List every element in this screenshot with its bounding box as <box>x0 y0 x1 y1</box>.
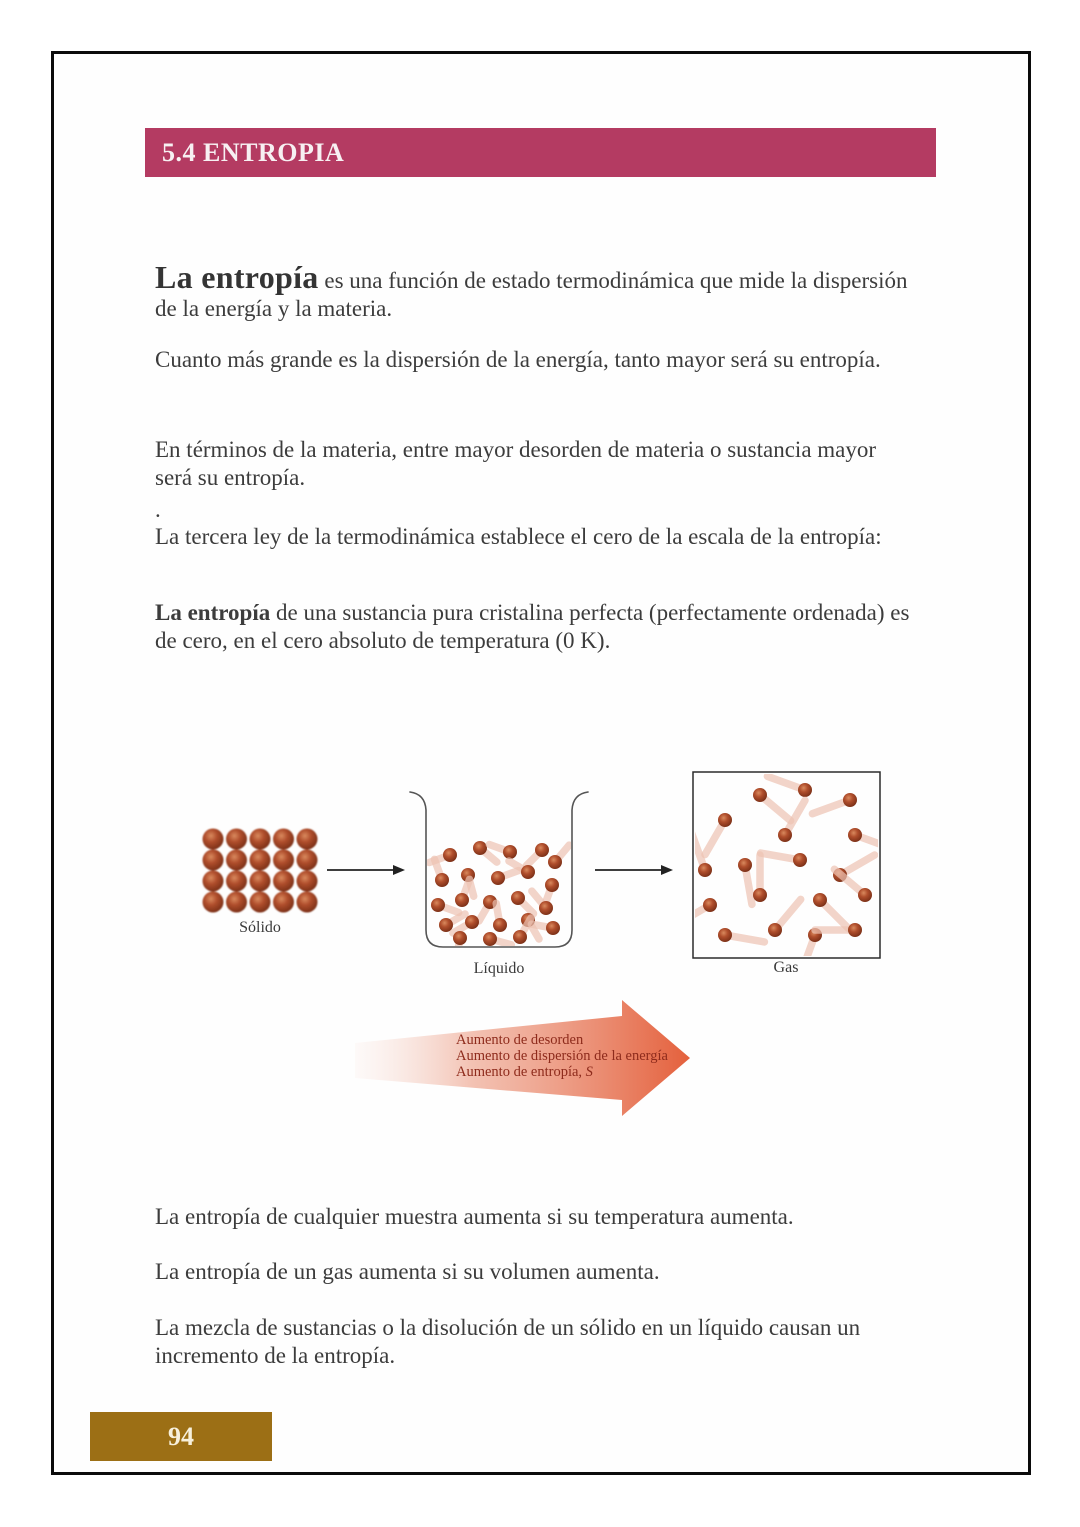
particle-icon <box>297 892 318 913</box>
arrow-caption-line1: Aumento de desorden <box>456 1032 584 1048</box>
section-title: 5.4 ENTROPIA <box>162 138 345 167</box>
particle-icon <box>226 892 247 913</box>
particle-icon <box>511 891 525 905</box>
paragraph-third-law: La tercera ley de la termodinámica establece el cero de la escala de la entropía: <box>155 524 882 549</box>
particle-icon <box>250 892 271 913</box>
liquid-particles <box>429 841 569 960</box>
particle-icon <box>753 888 767 902</box>
particle-icon <box>273 871 294 892</box>
particle-icon <box>793 853 807 867</box>
particle-icon <box>798 783 812 797</box>
particle-icon <box>273 850 294 871</box>
particle-icon <box>848 923 862 937</box>
particle-icon <box>493 918 507 932</box>
particle-icon <box>813 893 827 907</box>
particle-icon <box>546 921 560 935</box>
particle-icon <box>203 850 224 871</box>
particle-icon <box>297 829 318 850</box>
arrow-caption-line3-text: Aumento de entropía, <box>456 1064 586 1080</box>
particle-icon <box>548 855 562 869</box>
particle-icon <box>203 871 224 892</box>
paragraph-zero-entropy <box>155 599 915 654</box>
particle-icon <box>768 923 782 937</box>
particle-icon <box>435 873 449 887</box>
particle-icon <box>273 829 294 850</box>
particle-icon <box>698 863 712 877</box>
paragraph-definition <box>155 259 915 322</box>
particle-icon <box>521 865 535 879</box>
page-number-box <box>90 1412 272 1461</box>
particle-icon <box>453 931 467 945</box>
liquid-label: Líquido <box>473 960 525 977</box>
stray-period: . <box>155 497 161 522</box>
particle-icon <box>465 915 479 929</box>
particle-icon <box>539 901 553 915</box>
section-header <box>145 128 936 177</box>
arrow-caption-line3 <box>456 1064 594 1080</box>
particle-icon <box>738 858 752 872</box>
gas-label: Gas <box>773 959 799 976</box>
entropy-symbol: S <box>585 1064 593 1080</box>
particle-icon <box>503 845 517 859</box>
particle-icon <box>491 871 505 885</box>
particle-icon <box>545 878 559 892</box>
particle-icon <box>703 898 717 912</box>
particle-icon <box>848 828 862 842</box>
paragraph-mixing: La mezcla de sustancias o la disolución de un sólido en un líquido causan un incremento de la entropía. <box>155 1315 861 1368</box>
particle-icon <box>513 930 527 944</box>
page-number: 94 <box>168 1422 194 1451</box>
lead-term: La entropía <box>155 259 319 295</box>
particle-icon <box>226 871 247 892</box>
lead-rest: es una función de estado termodinámica que mide la dispersión de la energía y la materia. <box>155 268 908 321</box>
particle-icon <box>473 841 487 855</box>
paragraph-dispersion: Cuanto más grande es la dispersión de la energía, tanto mayor será su entropía. <box>155 347 881 372</box>
entropy-states-figure <box>150 740 930 1135</box>
particle-icon <box>273 892 294 913</box>
bold-rest: de una sustancia pura cristalina perfecta (perfectamente ordenada) es de cero, en el cero absoluto de temperatura (0 K). <box>155 600 910 653</box>
particle-icon <box>778 828 792 842</box>
particle-icon <box>455 893 469 907</box>
particle-icon <box>443 848 457 862</box>
solid-particle-grid <box>203 829 318 913</box>
particle-icon <box>297 871 318 892</box>
particle-icon <box>297 850 318 871</box>
particle-icon <box>753 788 767 802</box>
solid-label: Sólido <box>239 919 281 936</box>
gas-particles <box>675 776 892 972</box>
particle-icon <box>718 928 732 942</box>
arrow-liquid-to-gas-icon <box>595 865 673 875</box>
paragraph-materia: En términos de la materia, entre mayor desorden de materia o sustancia mayor será su entropía. <box>155 437 877 490</box>
paragraph-temperature: La entropía de cualquier muestra aumenta si su temperatura aumenta. <box>155 1204 794 1229</box>
particle-icon <box>250 850 271 871</box>
particle-icon <box>858 888 872 902</box>
paragraph-volume: La entropía de un gas aumenta si su volumen aumenta. <box>155 1259 660 1284</box>
particle-icon <box>843 793 857 807</box>
particle-icon <box>226 850 247 871</box>
particle-icon <box>203 892 224 913</box>
particle-icon <box>431 898 445 912</box>
arrow-caption-line2: Aumento de dispersión de la energía <box>456 1048 668 1064</box>
particle-icon <box>226 829 247 850</box>
particle-icon <box>250 829 271 850</box>
particle-icon <box>250 871 271 892</box>
arrow-solid-to-liquid-icon <box>327 865 405 875</box>
particle-icon <box>483 932 497 946</box>
particle-icon <box>535 843 549 857</box>
particle-icon <box>718 813 732 827</box>
particle-icon <box>203 829 224 850</box>
bold-term: La entropía <box>155 600 271 625</box>
